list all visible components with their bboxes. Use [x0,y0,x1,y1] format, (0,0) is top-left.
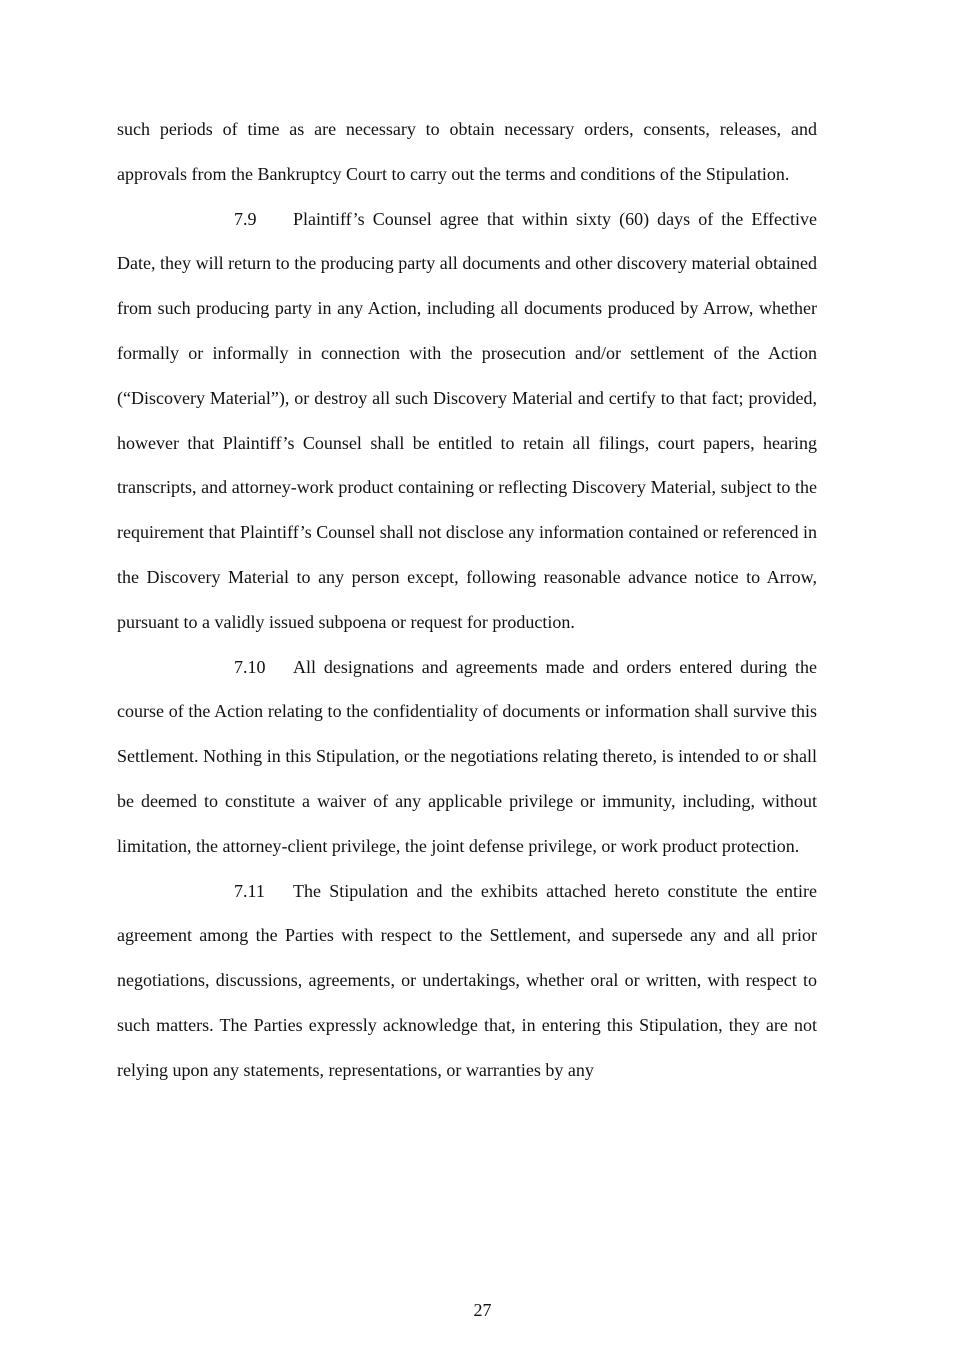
paragraph-number: 7.9 [234,208,257,229]
paragraph-7-9 [117,197,817,645]
paragraph-continuation [117,107,817,197]
paragraph-number: 7.11 [234,880,265,901]
paragraph-text: such periods of time as are necessary to obtain necessary orders, consents, releases, and approvals from the Bankruptcy Court to carry out the terms and conditions of the Stipulation. [117,119,817,184]
paragraph-7-11 [117,869,817,1093]
paragraph-text: The Stipulation and the exhibits attached hereto constitute the entire agreement among the Parties with respect to the Settlement, and supersede any and all prior negotiations, discussions, agreements, or undertakings, whether oral or written, with respect to such matters. The Parties expressly acknowledge that, in entering this Stipulation, they are not relying upon any statements, representations, or warranties by any [117,880,817,1080]
paragraph-7-10 [117,645,817,869]
paragraph-text: Plaintiff’s Counsel agree that within sixty (60) days of the Effective Date, they will return to the producing party all documents and other discovery material obtained from such producing party in any Action, including all documents produced by Arrow, whether formally or informally in connection with the prosecution and/or settlement of the Action (“Discovery Material”), or destroy all such Discovery Material and certify to that fact; provided, however that Plaintiff’s Counsel shall be entitled to retain all filings, court papers, hearing transcripts, and attorney-work product containing or reflecting Discovery Material, subject to the requirement that Plaintiff’s Counsel shall not disclose any information contained or referenced in the Discovery Material to any person except, following reasonable advance notice to Arrow, pursuant to a validly issued subpoena or request for production. [117,208,817,632]
paragraph-text: All designations and agreements made and orders entered during the course of the Action relating to the confidentiality of documents or information shall survive this Settlement. Nothing in this Stipulation, or the negotiations relating thereto, is intended to or shall be deemed to constitute a waiver of any applicable privilege or immunity, including, without limitation, the attorney-client privilege, the joint defense privilege, or work product protection. [117,656,817,856]
paragraph-number: 7.10 [234,656,266,677]
document-body [117,107,817,1093]
page-number: 27 [473,1300,492,1320]
